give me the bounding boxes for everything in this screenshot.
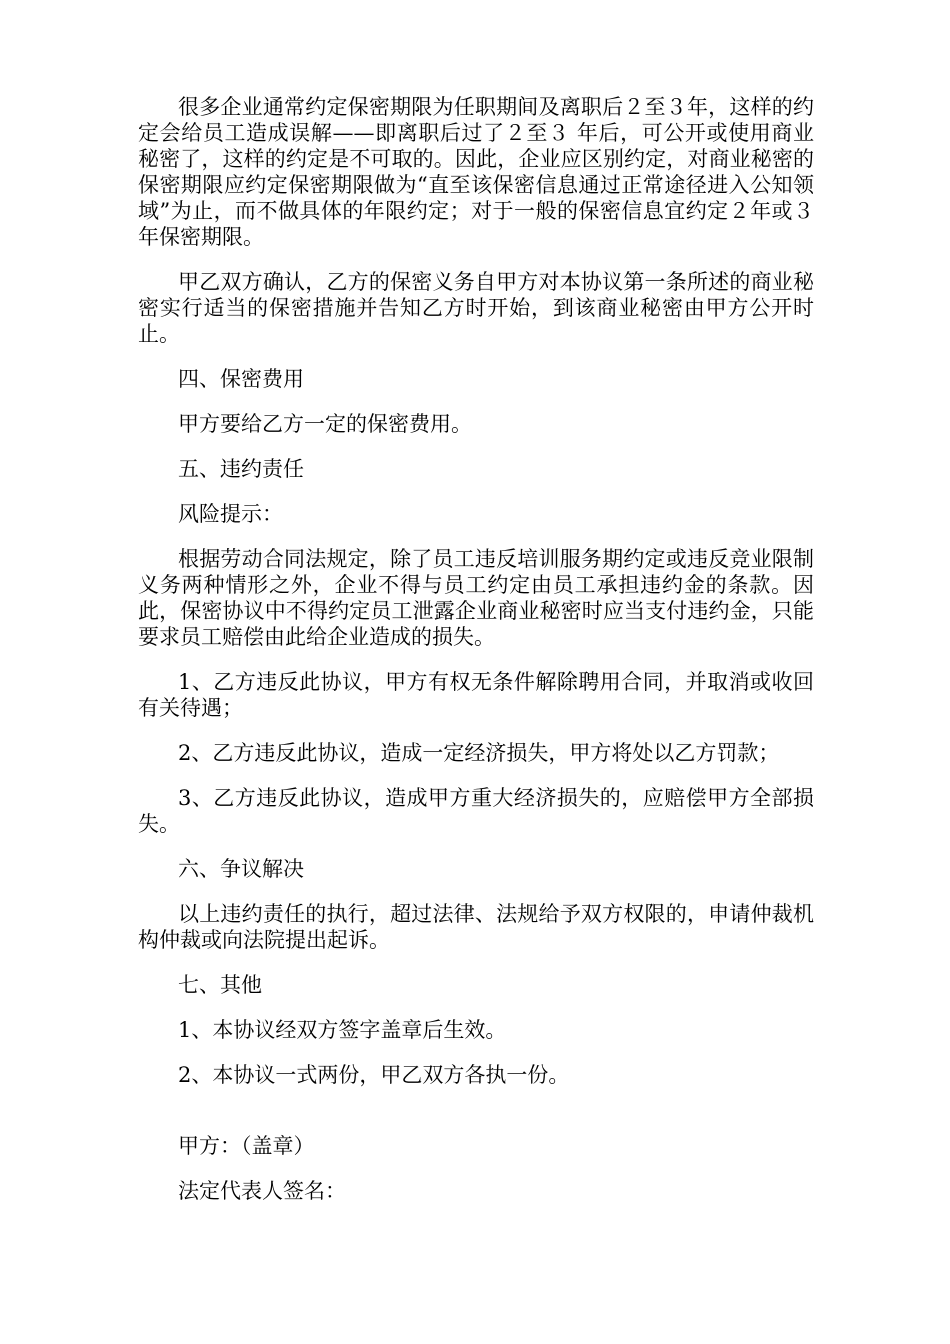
signature-legal-rep: 法定代表人签名： (178, 1179, 346, 1203)
other-item-2: 2、本协议一式两份，甲乙双方各执一份。 (178, 1063, 570, 1087)
liability-item-3: 3、乙方违反此协议，造成甲方重大经济损失的，应赔偿甲方全部损失。 (138, 786, 814, 836)
risk-notice-label: 风险提示： (178, 502, 283, 526)
liability-item-2: 2、乙方违反此协议，造成一定经济损失，甲方将处以乙方罚款； (178, 741, 780, 765)
paragraph-fees: 甲方要给乙方一定的保密费用。 (178, 412, 472, 436)
section-heading-fees: 四、保密费用 (178, 367, 304, 391)
paragraph-confidentiality-period: 很多企业通常约定保密期限为任职期间及离职后２至３年，这样的约定会给员工造成误解——即离职后过了２至３ 年后，可公开或使用商业秘密了，这样的约定是不可取的。因此，企业应区别约定，对商业秘密的保密期限应约定保密期限做为“直至该保密信息通过正常途径进入公知领域”为止，而不做具体的年限约定；对于一般的保密信息宜约定２年或３年保密期限。 (138, 95, 814, 249)
document-page (138, 94, 814, 1223)
paragraph-obligation-start: 甲乙双方确认，乙方的保密义务自甲方对本协议第一条所述的商业秘密实行适当的保密措施并告知乙方时开始，到该商业秘密由甲方公开时止。 (138, 270, 814, 346)
other-item-1: 1、本协议经双方签字盖章后生效。 (178, 1018, 507, 1042)
paragraph-risk-notice: 根据劳动合同法规定，除了员工违反培训服务期约定或违反竞业限制义务两种情形之外，企业不得与员工约定由员工承担违约金的条款。因此，保密协议中不得约定员工泄露企业商业秘密时应当支付违约金，只能要求员工赔偿由此给企业造成的损失。 (138, 547, 814, 649)
section-heading-other: 七、其他 (178, 973, 262, 997)
signature-party-a: 甲方：（盖章） (178, 1134, 315, 1158)
paragraph-dispute: 以上违约责任的执行，超过法律、法规给予双方权限的，申请仲裁机构仲裁或向法院提出起诉。 (138, 902, 814, 952)
section-heading-dispute: 六、争议解决 (178, 857, 304, 881)
liability-item-1: 1、乙方违反此协议，甲方有权无条件解除聘用合同，并取消或收回有关待遇； (138, 670, 814, 720)
section-heading-liability: 五、违约责任 (178, 457, 304, 481)
